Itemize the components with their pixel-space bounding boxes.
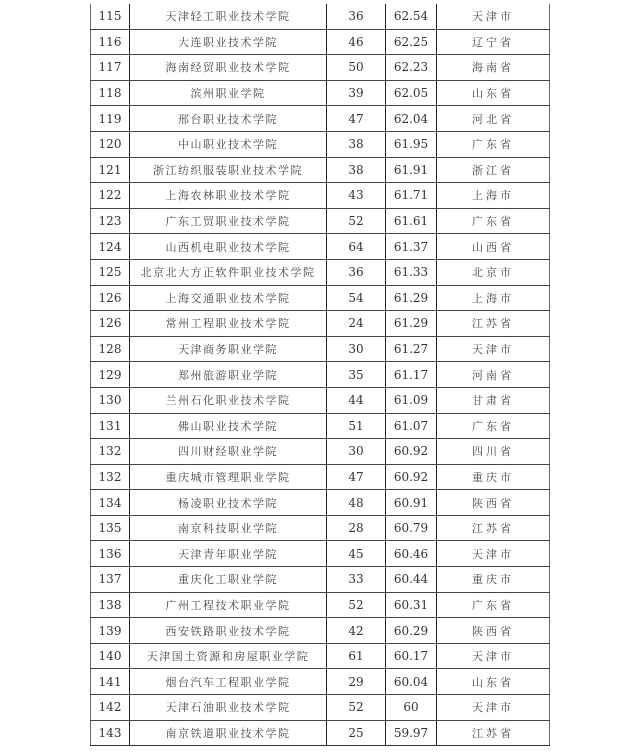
count-cell: 52 bbox=[327, 592, 386, 618]
rank-cell: 143 bbox=[91, 720, 130, 746]
school-name-cell: 重庆城市管理职业学院 bbox=[130, 464, 327, 490]
rank-cell: 122 bbox=[91, 183, 130, 209]
count-cell: 29 bbox=[327, 669, 386, 695]
school-name-cell: 浙江纺织服装职业技术学院 bbox=[130, 157, 327, 183]
count-cell: 30 bbox=[327, 336, 386, 362]
rank-cell: 124 bbox=[91, 234, 130, 260]
table-row bbox=[91, 618, 550, 644]
table-row bbox=[91, 387, 550, 413]
region-cell: 天津市 bbox=[437, 4, 550, 29]
school-name-cell: 天津石油职业技术学院 bbox=[130, 695, 327, 721]
region-cell: 广东省 bbox=[437, 592, 550, 618]
school-name-cell: 天津青年职业学院 bbox=[130, 541, 327, 567]
school-name-cell: 天津国土资源和房屋职业学院 bbox=[130, 643, 327, 669]
region-cell: 海南省 bbox=[437, 55, 550, 81]
table-row bbox=[91, 4, 550, 29]
rank-cell: 117 bbox=[91, 55, 130, 81]
region-cell: 江苏省 bbox=[437, 720, 550, 746]
score-cell: 61.29 bbox=[386, 311, 437, 337]
rank-cell: 134 bbox=[91, 490, 130, 516]
score-cell: 60.17 bbox=[386, 643, 437, 669]
table-row bbox=[91, 567, 550, 593]
score-cell: 61.71 bbox=[386, 183, 437, 209]
count-cell: 52 bbox=[327, 208, 386, 234]
table-row bbox=[91, 311, 550, 337]
region-cell: 天津市 bbox=[437, 336, 550, 362]
table-row bbox=[91, 515, 550, 541]
school-name-cell: 西安铁路职业技术学院 bbox=[130, 618, 327, 644]
school-name-cell: 烟台汽车工程职业学院 bbox=[130, 669, 327, 695]
count-cell: 43 bbox=[327, 183, 386, 209]
region-cell: 天津市 bbox=[437, 541, 550, 567]
region-cell: 重庆市 bbox=[437, 567, 550, 593]
count-cell: 38 bbox=[327, 131, 386, 157]
school-name-cell: 佛山职业技术学院 bbox=[130, 413, 327, 439]
rank-cell: 132 bbox=[91, 439, 130, 465]
table-row bbox=[91, 29, 550, 55]
region-cell: 河北省 bbox=[437, 106, 550, 132]
rank-cell: 136 bbox=[91, 541, 130, 567]
count-cell: 28 bbox=[327, 515, 386, 541]
table-row bbox=[91, 464, 550, 490]
table-row bbox=[91, 259, 550, 285]
score-cell: 61.17 bbox=[386, 362, 437, 388]
score-cell: 61.09 bbox=[386, 387, 437, 413]
rank-cell: 132 bbox=[91, 464, 130, 490]
table-row bbox=[91, 490, 550, 516]
rank-cell: 119 bbox=[91, 106, 130, 132]
rank-cell: 118 bbox=[91, 80, 130, 106]
score-cell: 62.05 bbox=[386, 80, 437, 106]
table-row bbox=[91, 234, 550, 260]
school-name-cell: 滨州职业学院 bbox=[130, 80, 327, 106]
school-name-cell: 天津商务职业学院 bbox=[130, 336, 327, 362]
score-cell: 60.44 bbox=[386, 567, 437, 593]
school-name-cell: 天津轻工职业技术学院 bbox=[130, 4, 327, 29]
score-cell: 61.27 bbox=[386, 336, 437, 362]
table-row bbox=[91, 720, 550, 746]
score-cell: 61.61 bbox=[386, 208, 437, 234]
rank-cell: 121 bbox=[91, 157, 130, 183]
score-cell: 60.04 bbox=[386, 669, 437, 695]
rank-cell: 115 bbox=[91, 4, 130, 29]
score-cell: 60.31 bbox=[386, 592, 437, 618]
score-cell: 60.79 bbox=[386, 515, 437, 541]
table-row bbox=[91, 157, 550, 183]
school-name-cell: 上海交通职业技术学院 bbox=[130, 285, 327, 311]
table-row bbox=[91, 541, 550, 567]
table-row bbox=[91, 643, 550, 669]
rank-cell: 130 bbox=[91, 387, 130, 413]
table-row bbox=[91, 439, 550, 465]
score-cell: 62.23 bbox=[386, 55, 437, 81]
table-row bbox=[91, 55, 550, 81]
region-cell: 山东省 bbox=[437, 80, 550, 106]
region-cell: 江苏省 bbox=[437, 311, 550, 337]
region-cell: 四川省 bbox=[437, 439, 550, 465]
rank-cell: 128 bbox=[91, 336, 130, 362]
score-cell: 60.92 bbox=[386, 464, 437, 490]
school-name-cell: 中山职业技术学院 bbox=[130, 131, 327, 157]
region-cell: 山东省 bbox=[437, 669, 550, 695]
region-cell: 广东省 bbox=[437, 413, 550, 439]
score-cell: 61.29 bbox=[386, 285, 437, 311]
region-cell: 辽宁省 bbox=[437, 29, 550, 55]
region-cell: 北京市 bbox=[437, 259, 550, 285]
rank-cell: 141 bbox=[91, 669, 130, 695]
score-cell: 61.07 bbox=[386, 413, 437, 439]
region-cell: 陕西省 bbox=[437, 618, 550, 644]
rank-cell: 142 bbox=[91, 695, 130, 721]
count-cell: 47 bbox=[327, 464, 386, 490]
table-row bbox=[91, 131, 550, 157]
score-cell: 60 bbox=[386, 695, 437, 721]
table-row bbox=[91, 106, 550, 132]
count-cell: 24 bbox=[327, 311, 386, 337]
table-row bbox=[91, 80, 550, 106]
region-cell: 山西省 bbox=[437, 234, 550, 260]
table-row bbox=[91, 695, 550, 721]
school-name-cell: 南京铁道职业技术学院 bbox=[130, 720, 327, 746]
count-cell: 25 bbox=[327, 720, 386, 746]
region-cell: 重庆市 bbox=[437, 464, 550, 490]
region-cell: 甘肃省 bbox=[437, 387, 550, 413]
score-cell: 60.91 bbox=[386, 490, 437, 516]
score-cell: 60.29 bbox=[386, 618, 437, 644]
region-cell: 陕西省 bbox=[437, 490, 550, 516]
count-cell: 35 bbox=[327, 362, 386, 388]
region-cell: 河南省 bbox=[437, 362, 550, 388]
count-cell: 39 bbox=[327, 80, 386, 106]
rank-cell: 129 bbox=[91, 362, 130, 388]
rank-cell: 123 bbox=[91, 208, 130, 234]
school-name-cell: 常州工程职业技术学院 bbox=[130, 311, 327, 337]
rank-cell: 137 bbox=[91, 567, 130, 593]
school-name-cell: 大连职业技术学院 bbox=[130, 29, 327, 55]
table-row bbox=[91, 669, 550, 695]
score-cell: 61.91 bbox=[386, 157, 437, 183]
count-cell: 54 bbox=[327, 285, 386, 311]
count-cell: 46 bbox=[327, 29, 386, 55]
rank-cell: 126 bbox=[91, 311, 130, 337]
school-name-cell: 重庆化工职业学院 bbox=[130, 567, 327, 593]
region-cell: 上海市 bbox=[437, 183, 550, 209]
region-cell: 上海市 bbox=[437, 285, 550, 311]
region-cell: 广东省 bbox=[437, 208, 550, 234]
count-cell: 64 bbox=[327, 234, 386, 260]
region-cell: 浙江省 bbox=[437, 157, 550, 183]
count-cell: 47 bbox=[327, 106, 386, 132]
count-cell: 48 bbox=[327, 490, 386, 516]
score-cell: 59.97 bbox=[386, 720, 437, 746]
rank-cell: 138 bbox=[91, 592, 130, 618]
count-cell: 50 bbox=[327, 55, 386, 81]
score-cell: 61.37 bbox=[386, 234, 437, 260]
score-cell: 61.33 bbox=[386, 259, 437, 285]
rank-cell: 140 bbox=[91, 643, 130, 669]
count-cell: 42 bbox=[327, 618, 386, 644]
score-cell: 62.25 bbox=[386, 29, 437, 55]
region-cell: 广东省 bbox=[437, 131, 550, 157]
count-cell: 38 bbox=[327, 157, 386, 183]
table-row bbox=[91, 208, 550, 234]
rank-cell: 126 bbox=[91, 285, 130, 311]
table-row bbox=[91, 336, 550, 362]
school-name-cell: 郑州旅游职业学院 bbox=[130, 362, 327, 388]
count-cell: 36 bbox=[327, 259, 386, 285]
rank-cell: 116 bbox=[91, 29, 130, 55]
count-cell: 45 bbox=[327, 541, 386, 567]
school-name-cell: 山西机电职业技术学院 bbox=[130, 234, 327, 260]
score-cell: 60.92 bbox=[386, 439, 437, 465]
table-row bbox=[91, 183, 550, 209]
count-cell: 52 bbox=[327, 695, 386, 721]
count-cell: 51 bbox=[327, 413, 386, 439]
rank-cell: 139 bbox=[91, 618, 130, 644]
count-cell: 33 bbox=[327, 567, 386, 593]
ranking-table-body bbox=[91, 4, 550, 746]
region-cell: 江苏省 bbox=[437, 515, 550, 541]
school-name-cell: 兰州石化职业技术学院 bbox=[130, 387, 327, 413]
school-name-cell: 广东工贸职业技术学院 bbox=[130, 208, 327, 234]
score-cell: 61.95 bbox=[386, 131, 437, 157]
school-name-cell: 北京北大方正软件职业技术学院 bbox=[130, 259, 327, 285]
school-name-cell: 南京科技职业学院 bbox=[130, 515, 327, 541]
count-cell: 30 bbox=[327, 439, 386, 465]
school-name-cell: 杨凌职业技术学院 bbox=[130, 490, 327, 516]
table-row bbox=[91, 362, 550, 388]
region-cell: 天津市 bbox=[437, 643, 550, 669]
score-cell: 60.46 bbox=[386, 541, 437, 567]
count-cell: 36 bbox=[327, 4, 386, 29]
ranking-table bbox=[90, 4, 550, 746]
rank-cell: 125 bbox=[91, 259, 130, 285]
rank-cell: 131 bbox=[91, 413, 130, 439]
rank-cell: 135 bbox=[91, 515, 130, 541]
count-cell: 44 bbox=[327, 387, 386, 413]
table-row bbox=[91, 592, 550, 618]
score-cell: 62.54 bbox=[386, 4, 437, 29]
table-row bbox=[91, 413, 550, 439]
rank-cell: 120 bbox=[91, 131, 130, 157]
school-name-cell: 海南经贸职业技术学院 bbox=[130, 55, 327, 81]
score-cell: 62.04 bbox=[386, 106, 437, 132]
school-name-cell: 上海农林职业技术学院 bbox=[130, 183, 327, 209]
table-row bbox=[91, 285, 550, 311]
school-name-cell: 广州工程技术职业学院 bbox=[130, 592, 327, 618]
region-cell: 天津市 bbox=[437, 695, 550, 721]
school-name-cell: 四川财经职业学院 bbox=[130, 439, 327, 465]
count-cell: 61 bbox=[327, 643, 386, 669]
school-name-cell: 邢台职业技术学院 bbox=[130, 106, 327, 132]
